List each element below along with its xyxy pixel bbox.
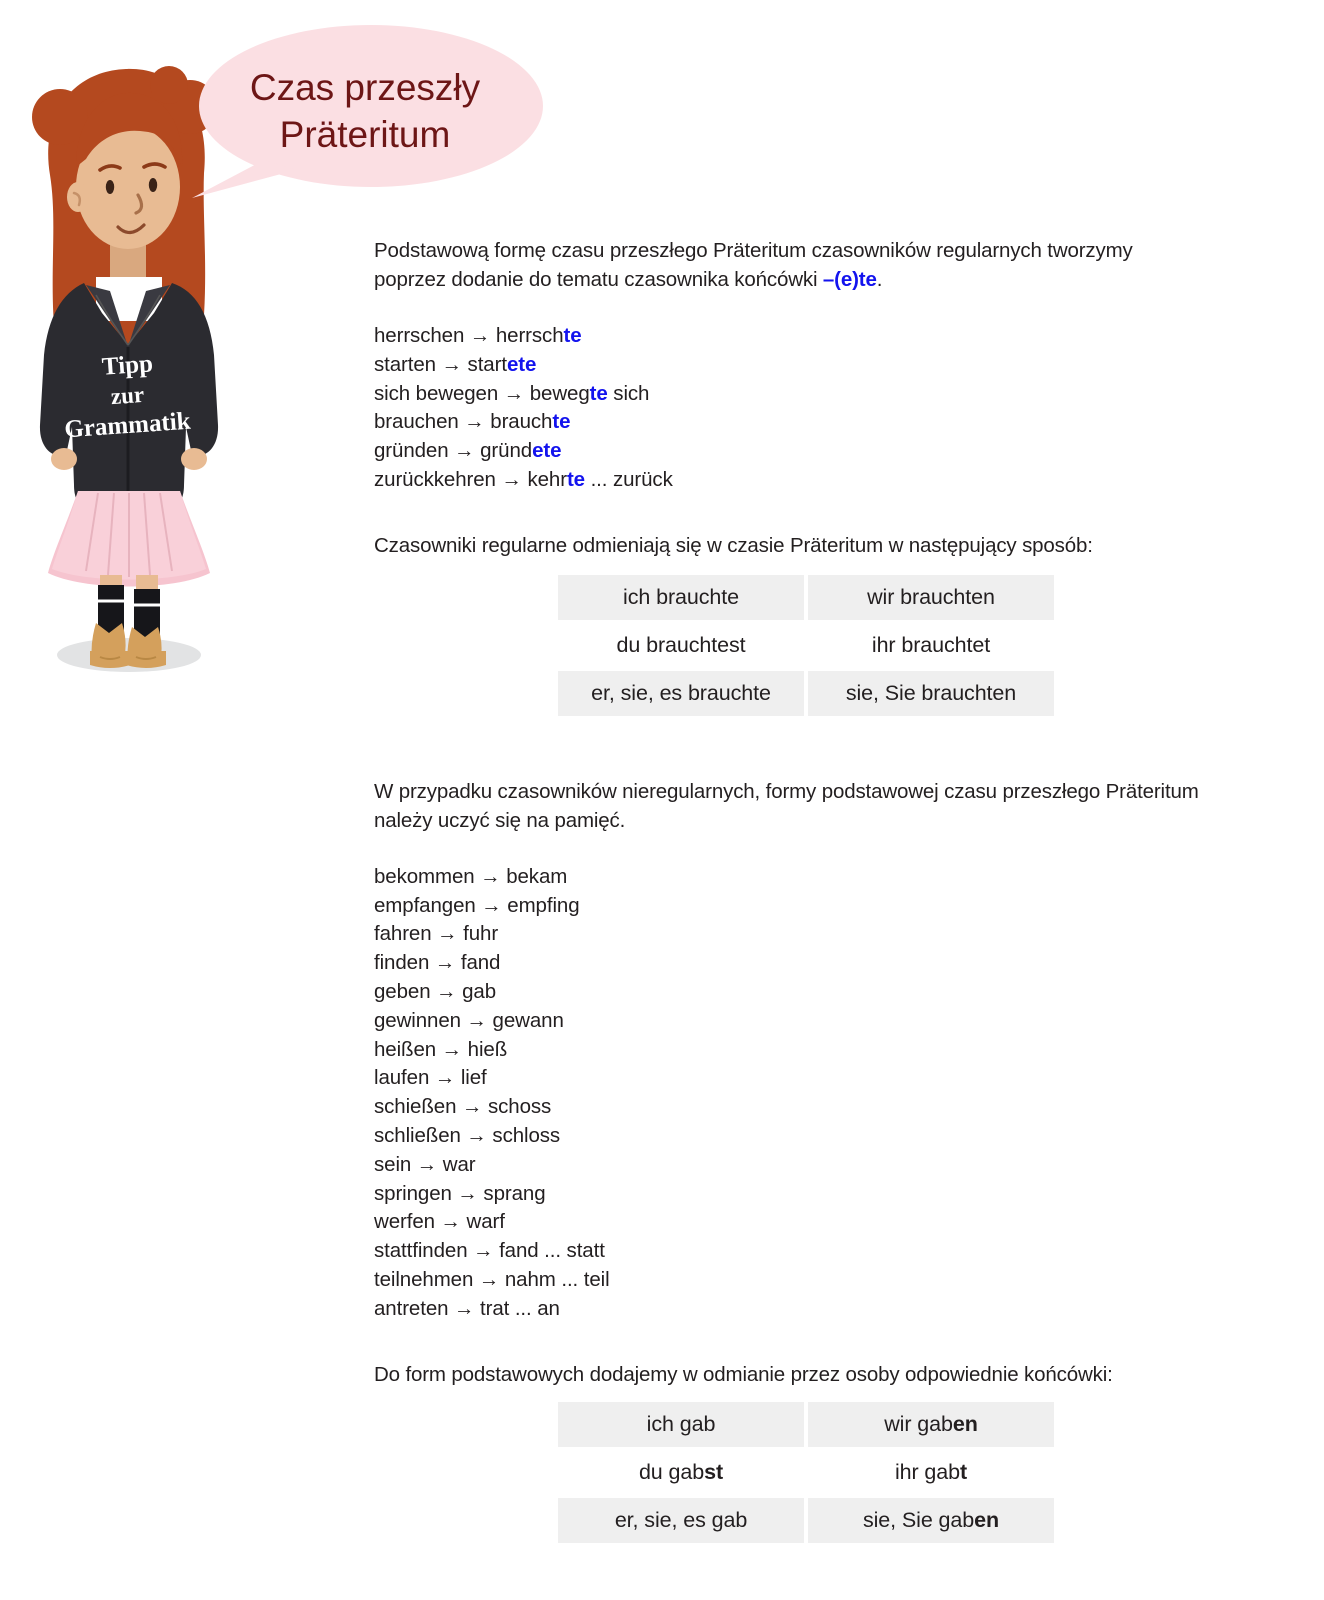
verb-list-item: geben → gab bbox=[374, 979, 497, 1003]
conjugation-ending: en bbox=[952, 1411, 978, 1436]
intro-paragraph bbox=[374, 236, 1204, 294]
verb-base: starten → start bbox=[374, 352, 507, 376]
conjugation-cell bbox=[558, 1498, 804, 1543]
conjugation-table-irregular bbox=[554, 1399, 1058, 1546]
jacket-text-line1: Tipp bbox=[101, 350, 154, 381]
conjugation-cell bbox=[558, 1402, 804, 1447]
conjugation-stem: du brauchtest bbox=[616, 632, 746, 657]
bubble-title-line1: Czas przeszły bbox=[249, 67, 481, 108]
conjugation-table-regular bbox=[554, 572, 1058, 719]
table-row bbox=[558, 623, 1054, 668]
conjugation-cell bbox=[808, 1498, 1054, 1543]
verb-list-item bbox=[374, 437, 1204, 466]
conjugation-cell bbox=[558, 1450, 804, 1495]
verb-list-item: teilnehmen → nahm ... teil bbox=[374, 1267, 610, 1291]
speech-bubble bbox=[186, 22, 544, 200]
verb-list-item: sein → war bbox=[374, 1152, 476, 1176]
verb-list-item bbox=[374, 380, 1204, 409]
verb-list-item bbox=[374, 466, 1204, 495]
irregular-intro-paragraph: W przypadku czasowników nieregularnych, formy podstawowej czasu przeszłego Präteritum należy uczyć się na pamięć. bbox=[374, 779, 1199, 832]
jacket-text-line2: zur bbox=[110, 381, 145, 410]
verb-list-item: werfen → warf bbox=[374, 1210, 505, 1234]
jacket-text-line3: Grammatik bbox=[63, 407, 192, 444]
regular-verb-list bbox=[374, 322, 1204, 495]
table-row bbox=[558, 1402, 1054, 1447]
verb-list-item: fahren → fuhr bbox=[374, 922, 499, 946]
conjugation-cell bbox=[558, 575, 804, 620]
table-row bbox=[558, 1498, 1054, 1543]
verb-list-item bbox=[374, 322, 1204, 351]
verb-list-item: schießen → schoss bbox=[374, 1095, 552, 1119]
table-row bbox=[558, 1450, 1054, 1495]
conjugation-stem: ihr gab bbox=[894, 1459, 960, 1484]
verb-list-item bbox=[374, 351, 1204, 380]
conjugation-stem: er, sie, es gab bbox=[614, 1507, 748, 1532]
verb-list-item: bekommen → bekam bbox=[374, 864, 568, 888]
verb-list-item bbox=[374, 408, 1204, 437]
conjugation-ending: st bbox=[704, 1459, 724, 1484]
conjugation-stem: sie, Sie gab bbox=[862, 1507, 975, 1532]
conjugation-cell bbox=[808, 1402, 1054, 1447]
verb-list-item: empfangen → empfing bbox=[374, 893, 580, 917]
conjugation-stem: ich gab bbox=[646, 1411, 716, 1436]
verb-list-item: heißen → hieß bbox=[374, 1037, 508, 1061]
conjugation-cell bbox=[808, 1450, 1054, 1495]
regular-intro-paragraph: Czasowniki regularne odmieniają się w czasie Präteritum w następujący sposób: bbox=[374, 533, 1093, 557]
verb-suffix: te bbox=[589, 381, 608, 405]
endings-intro-paragraph: Do form podstawowych dodajemy w odmianie przez osoby odpowiednie końcówki: bbox=[374, 1362, 1113, 1386]
verb-base: sich bewegen → beweg bbox=[374, 381, 590, 405]
verb-suffix: te bbox=[552, 410, 571, 434]
bubble-title-line2: Präteritum bbox=[279, 114, 451, 155]
conjugation-cell bbox=[558, 623, 804, 668]
conjugation-stem: ich brauchte bbox=[623, 584, 739, 609]
conjugation-ending: t bbox=[959, 1459, 968, 1484]
intro-ending: –(e)te bbox=[822, 268, 877, 291]
verb-base: brauchen → brauch bbox=[374, 410, 553, 434]
verb-list-item: finden → fand bbox=[374, 951, 501, 975]
lesson-content bbox=[374, 236, 1204, 1546]
conjugation-cell bbox=[558, 671, 804, 716]
conjugation-cell bbox=[808, 671, 1054, 716]
table-row bbox=[558, 575, 1054, 620]
table-row bbox=[558, 671, 1054, 716]
conjugation-cell bbox=[808, 623, 1054, 668]
conjugation-stem: sie, Sie brauchten bbox=[845, 680, 1017, 705]
verb-list-item: antreten → trat ... an bbox=[374, 1296, 560, 1320]
conjugation-stem: er, sie, es brauchte bbox=[591, 680, 771, 705]
bubble-title bbox=[186, 64, 544, 158]
verb-list-item: stattfinden → fand ... statt bbox=[374, 1239, 605, 1263]
verb-suffix: te bbox=[566, 467, 585, 491]
conjugation-stem: du gab bbox=[638, 1459, 705, 1484]
conjugation-stem: wir brauchten bbox=[867, 584, 995, 609]
verb-suffix: ete bbox=[532, 439, 562, 463]
verb-list-item: schließen → schloss bbox=[374, 1123, 561, 1147]
conjugation-ending: en bbox=[974, 1507, 1000, 1532]
verb-list-item: laufen → lief bbox=[374, 1066, 487, 1090]
intro-text-a: Podstawową formę czasu przeszłego Präteritum czasowników regularnych tworzymy poprzez dodanie do tematu czasownika końcówki bbox=[374, 239, 1133, 291]
verb-tail: ... zurück bbox=[584, 467, 673, 491]
conjugation-stem: ihr brauchtet bbox=[871, 632, 991, 657]
irregular-verb-list bbox=[374, 863, 1204, 1324]
verb-base: herrschen → herrsch bbox=[374, 324, 564, 347]
verb-suffix: ete bbox=[506, 352, 537, 376]
verb-base: gründen → gründ bbox=[374, 439, 533, 463]
verb-tail: sich bbox=[607, 381, 650, 405]
verb-list-item: springen → sprang bbox=[374, 1181, 546, 1205]
verb-base: zurückkehren → kehr bbox=[374, 467, 567, 491]
intro-text-b: . bbox=[876, 268, 883, 291]
conjugation-stem: wir gab bbox=[884, 1411, 953, 1436]
conjugation-cell bbox=[808, 575, 1054, 620]
verb-list-item: gewinnen → gewann bbox=[374, 1008, 564, 1032]
verb-suffix: te bbox=[563, 324, 582, 347]
